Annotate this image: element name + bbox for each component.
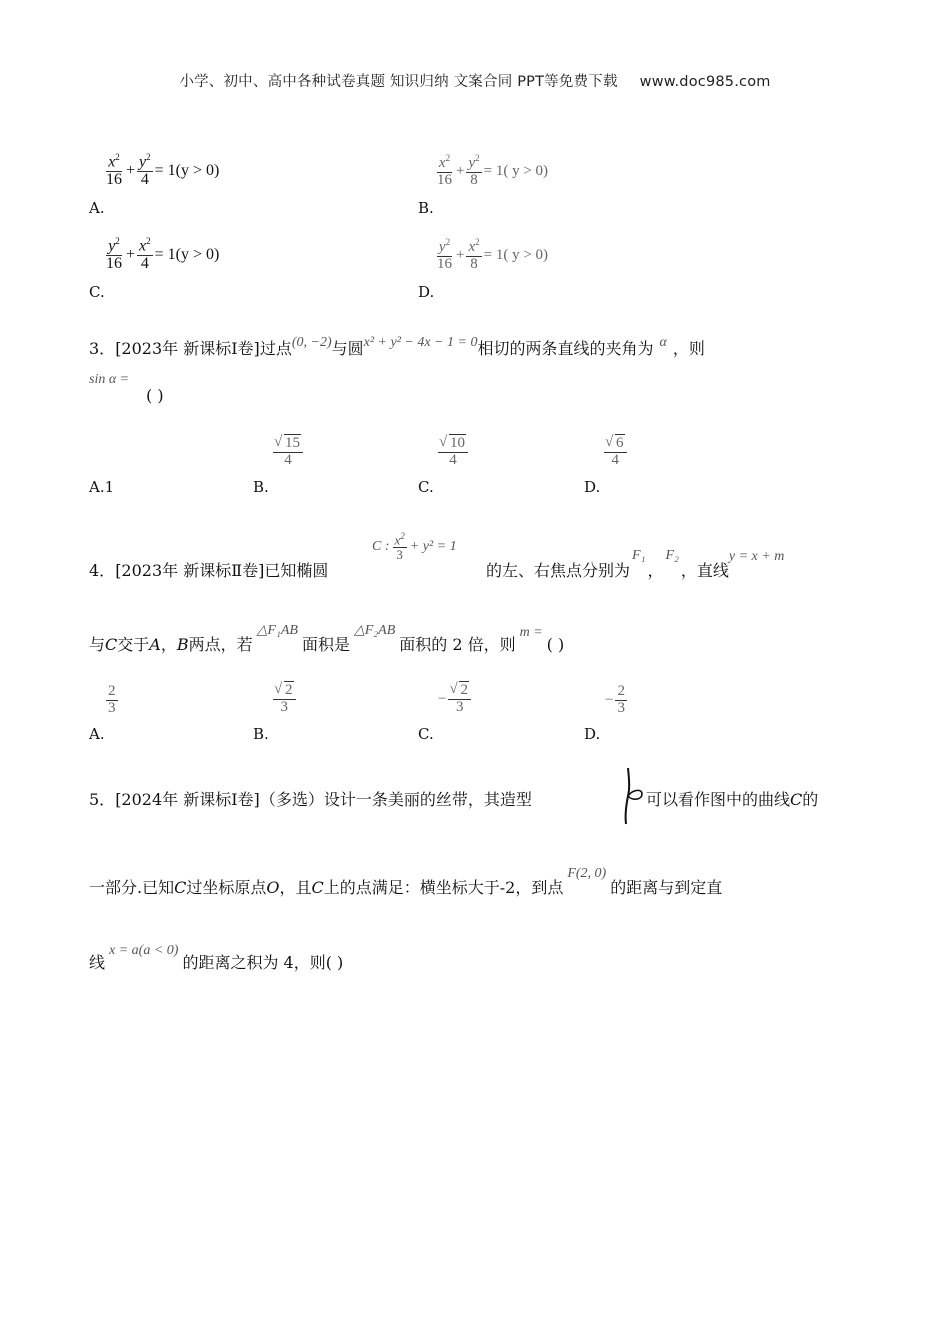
q4-option-d-label: D. [584,725,601,743]
q4-option-a-label: A. [89,725,105,743]
q3-sin-expr: sin α = [89,372,130,387]
ribbon-curve-icon [620,766,646,826]
q4-line1-right: 的左、右焦点分别为F₁，F₂，直线y = x + m [486,548,785,580]
q5-line1-left: 5．[2024年 新课标Ⅰ卷]（多选）设计一条美丽的丝带，其造型 [89,790,532,809]
q5-line2: 一部分.已知C过坐标原点O，且C上的点满足：横坐标大于-2，到点F(2, 0)的距离与到定直 [89,866,723,897]
q4-option-b-label: B. [253,725,269,743]
q3-option-a: A.1 [89,478,115,496]
q4-line1: 4．[2023年 新课标Ⅱ卷]已知椭圆 [89,561,329,580]
q3-option-c-formula: √ $\frac{10}{4}$ [438,436,468,469]
q4-option-c-formula: − √ $\frac{2}{3}$ [438,683,471,716]
q4-option-a-formula: $\frac{2}{3}$ [108,683,116,716]
q3-option-b-label: B. [253,478,269,496]
header-url: www.doc985.com [639,74,771,90]
q2-option-c-label: C. [89,283,105,301]
q4-option-b-formula: √ $\frac{2}{3}$ [273,683,296,716]
q4-option-c-label: C. [418,725,434,743]
q5-line1-right: 可以看作图中的曲线C的 [646,790,819,809]
q2-option-a-label: A. [89,199,105,217]
q2-option-a-formula: $\frac{x^2}{16}$ + $\frac{y^2}{4}$ = 1(y > 0) [106,152,220,189]
q3-option-c-label: C. [418,478,434,496]
q5-line3: 线x = a(a < 0)的距离之积为 4，则( ) [89,943,344,972]
page-header [0,70,950,91]
q3-option-d-label: D. [584,478,601,496]
q2-option-b-label: B. [418,199,434,217]
header-text: 小学、初中、高中各种试卷真题 知识归纳 文案合同 PPT等免费下载 [179,74,618,90]
q2-option-d-label: D. [418,283,435,301]
q4-ellipse-formula: C : $\frac{x^2}{3}$ + y² = 1 [372,531,457,562]
q3-blank: ( ) [146,386,164,405]
q4-line2: 与C交于A，B两点，若△F₁AB面积是△F₂AB面积的 2 倍，则m =( ) [89,623,565,654]
q2-option-d-formula: $\frac{y^2}{16}$ + $\frac{x^2}{8}$ = 1( y > 0) [437,237,549,272]
q2-option-b-formula: $\frac{x^2}{16}$ + $\frac{y^2}{8}$ = 1( y > 0) [437,153,549,188]
q3-line1: 3．[2023年 新课标Ⅰ卷]过点(0, −2)与圆x² + y² − 4x − 1 = 0相切的两条直线的夹角为 α ，则 [89,335,705,358]
q4-option-d-formula: − $\frac{2}{3}$ [605,683,625,716]
q2-option-c-formula: $\frac{y^2}{16}$ + $\frac{x^2}{4}$ = 1(y > 0) [106,236,220,273]
q3-option-b-formula: √ $\frac{15}{4}$ [273,436,303,469]
q3-option-d-formula: √ $\frac{6}{4}$ [604,436,627,469]
